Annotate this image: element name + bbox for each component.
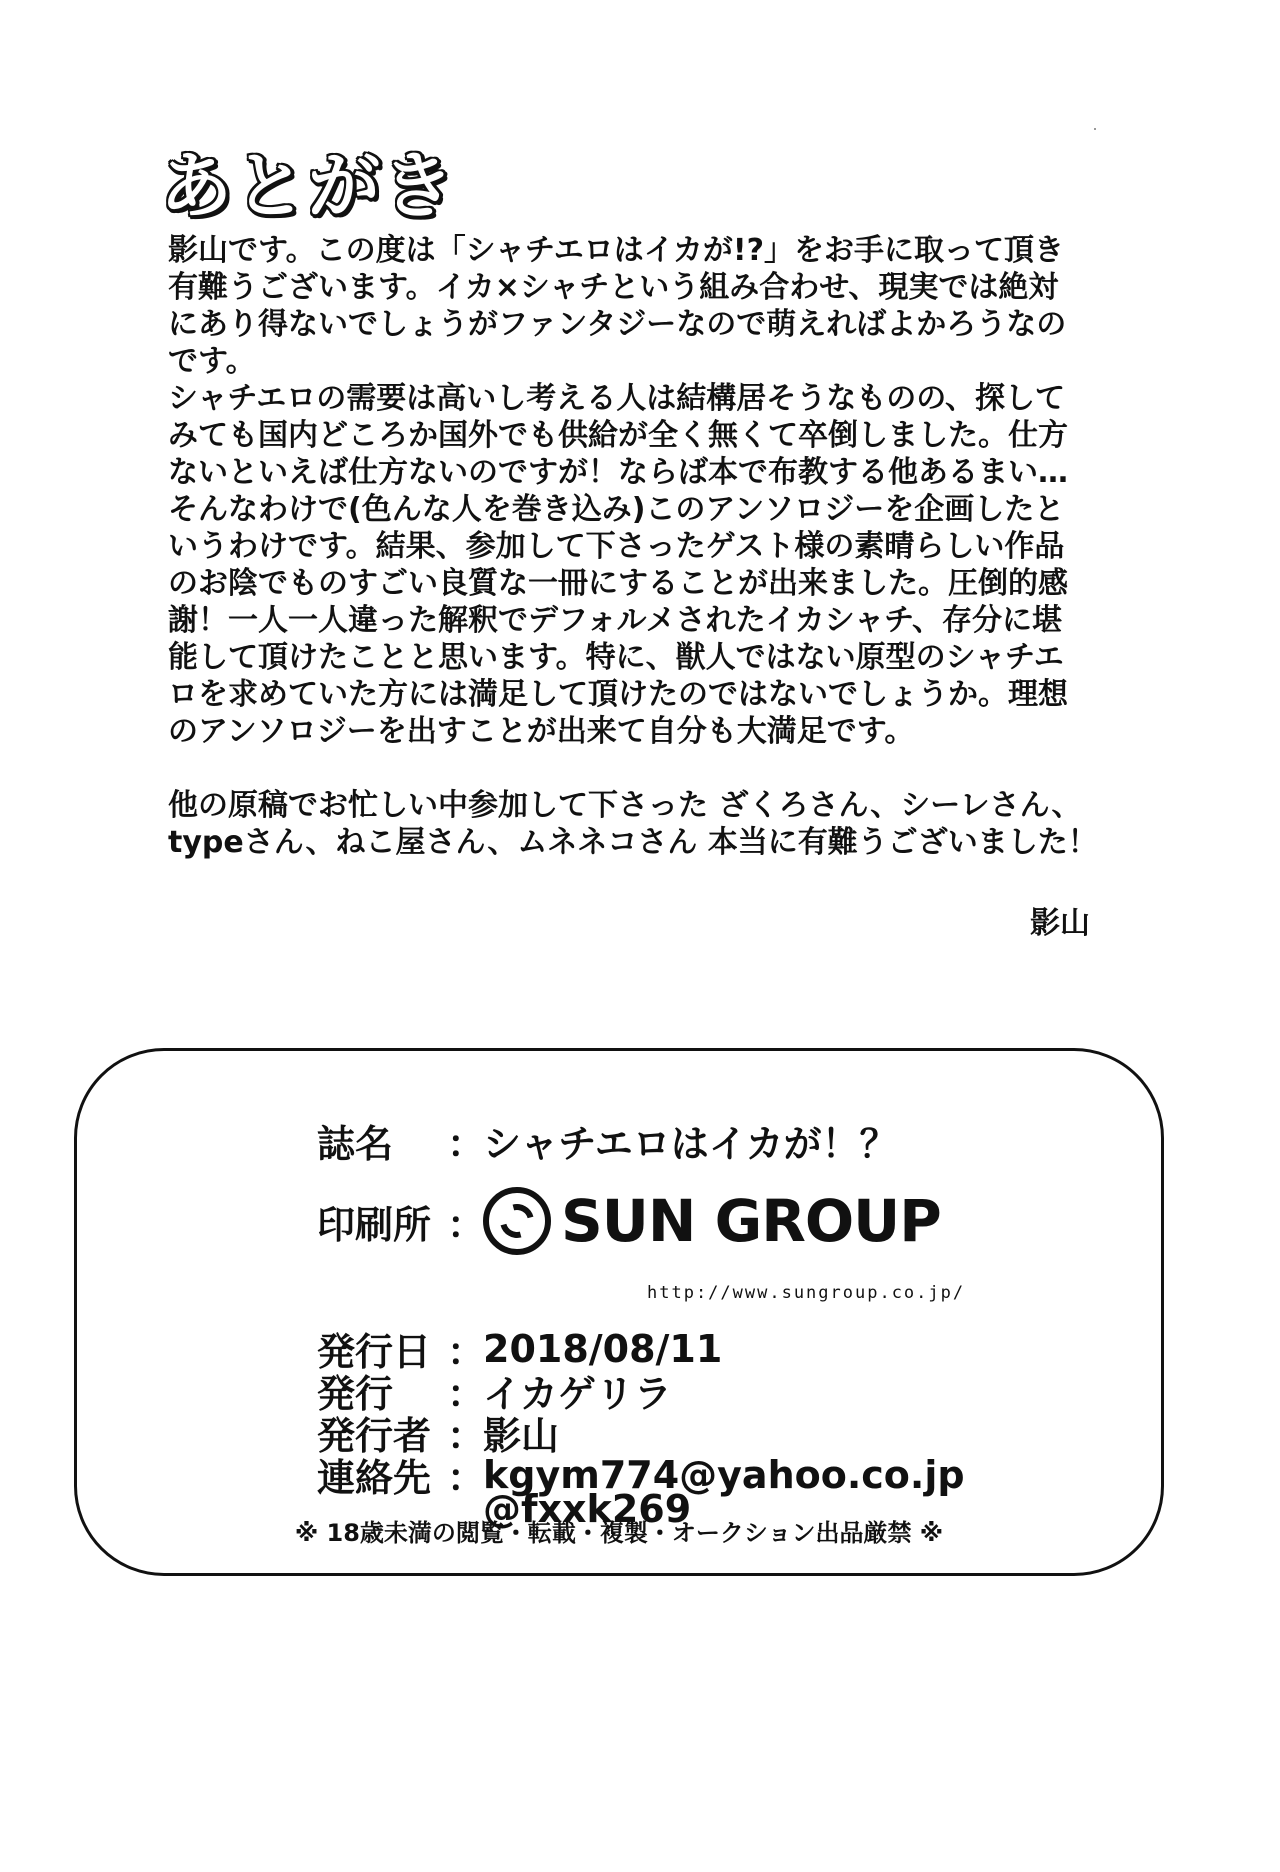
thanks-line: 他の原稿でお忙しい中参加して下さった ざくろさん、シーレさん、 [168, 788, 1082, 823]
body-line: 謝！一人一人違った解釈でデフォルメされたイカシャチ、存分に堪 [168, 603, 1062, 638]
date-label: 発行日 [317, 1330, 432, 1374]
age-restriction-notice: ※ 18歳未満の閲覧・転載・複製・オークション出品厳禁 ※ [294, 1519, 944, 1547]
printer-label: 印刷所 [317, 1202, 432, 1247]
thanks-line: typeさん、ねこ屋さん、ムネネコさん 本当に有難うございました！ [168, 825, 1098, 860]
body-line: みても国内どころか国外でも供給が全く無くて卒倒しました。仕方 [168, 418, 1068, 453]
sun-group-logo-icon [483, 1187, 551, 1255]
body-line: ロを求めていた方には満足して頂けたのではないでしょうか。理想 [168, 677, 1068, 712]
printer-row [317, 1187, 941, 1255]
printer-name: SUN GROUP [561, 1187, 941, 1255]
body-line: 影山です。この度は「シャチエロはイカが!?」をお手に取って頂き [168, 233, 1064, 268]
contact-handle: @fxxk269 [483, 1487, 692, 1531]
separator: ： [447, 1202, 486, 1247]
title-row [317, 1113, 898, 1168]
issuer-label: 発行者 [317, 1414, 432, 1458]
title-value: シャチエロはイカが！？ [483, 1122, 898, 1166]
separator: ： [447, 1456, 486, 1500]
publisher-value: イカゲリラ [483, 1372, 672, 1416]
contact-email: kgym774@yahoo.co.jp [483, 1452, 965, 1497]
paragraph-gap [168, 750, 1112, 787]
contact-label: 連絡先 [317, 1456, 432, 1500]
body-line: のアンソロジーを出すことが出来て自分も大満足です。 [168, 714, 915, 749]
body-line: 能して頂けたことと思います。特に、獣人ではない原型のシャチエ [168, 640, 1064, 675]
printer-url: http://www.sungroup.co.jp/ [647, 1283, 966, 1303]
title-label: 誌名 [317, 1122, 394, 1166]
body-line: 有難うございます。イカ×シャチという組み合わせ、現実では絶対 [168, 270, 1059, 305]
scan-speck [1094, 128, 1096, 130]
body-line: いうわけです。結果、参加して下さったゲスト様の素晴らしい作品 [168, 529, 1065, 564]
publisher-label: 発行 [317, 1372, 394, 1416]
body-line: にあり得ないでしょうがファンタジーなので萌えればよかろうなの [168, 307, 1067, 342]
separator: ： [447, 1372, 486, 1416]
body-line: ないといえば仕方ないのですが！ならば本で布教する他あるまい… [168, 455, 1068, 490]
body-line: そんなわけで(色んな人を巻き込み)このアンソロジーを企画したと [168, 492, 1065, 527]
separator: ： [447, 1414, 486, 1458]
afterword-body [168, 232, 1112, 861]
separator: ： [447, 1122, 486, 1166]
body-line: のお陰でものすごい良質な一冊にすることが出来ました。圧倒的感 [168, 566, 1068, 601]
body-line: です。 [168, 344, 256, 379]
printer-logo [483, 1187, 941, 1255]
issuer-value: 影山 [483, 1414, 560, 1458]
afterword-heading: あとがき [160, 144, 457, 228]
date-value: 2018/08/11 [483, 1326, 723, 1371]
colophon-box [74, 1048, 1164, 1576]
separator: ： [447, 1330, 486, 1374]
author-signature: 影山 [1030, 906, 1090, 941]
body-line: シャチエロの需要は高いし考える人は結構居そうなものの、探して [168, 381, 1065, 416]
